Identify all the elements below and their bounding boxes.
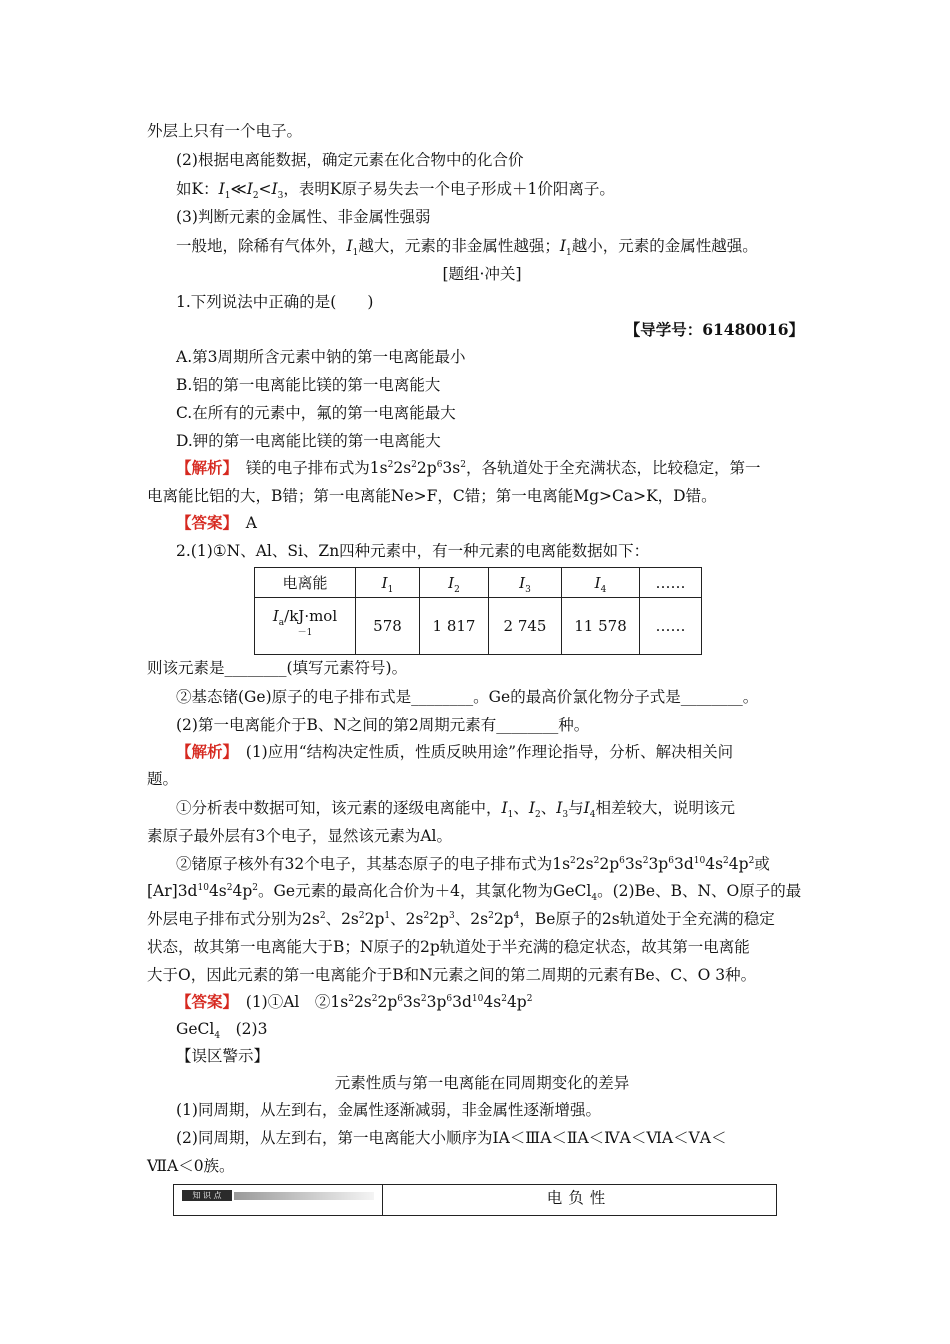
- ionization-energy-table: [254, 567, 702, 655]
- table-header: $I_3$: [489, 568, 562, 598]
- analysis-tag: 【解析】: [176, 742, 231, 761]
- knowledge-point-box: [173, 1184, 777, 1216]
- table-header: $I_1$: [356, 568, 420, 598]
- question-stem: 2.(1)①N、Al、Si、Zn四种元素中，有一种元素的电离能数据如下：: [176, 542, 650, 560]
- fill-blank-line: 则该元素是________(填写元素符号)。: [147, 659, 408, 677]
- table-cell: 11 578: [562, 598, 640, 655]
- text-line: 一般地，除稀有气体外，$I_1$越大，元素的非金属性越强；$I_1$越小，元素的金属性越强。: [176, 237, 758, 259]
- knowledge-point-badge: 知 识 点: [182, 1190, 232, 1201]
- analysis-tag: 【解析】: [176, 458, 231, 477]
- table-cell: 578: [356, 598, 420, 655]
- analysis-line: 题。: [147, 770, 179, 788]
- analysis-line: 素原子最外层有3个电子，显然该元素为Al。: [147, 827, 453, 845]
- guide-number: 【导学号：61480016】: [624, 320, 804, 339]
- analysis-line: 外层电子排布式分别为$2s^2$、$2s^22p^1$、$2s^22p^3$、$2s^22p^4$，Be原子的2s轨道处于全充满的稳定: [147, 910, 775, 928]
- table-cell: ……: [640, 598, 702, 655]
- option-d: D.钾的第一电离能比镁的第一电离能大: [176, 432, 441, 450]
- table-header: $I_2$: [420, 568, 489, 598]
- text-line: (3)判断元素的金属性、非金属性强弱: [176, 208, 431, 226]
- analysis-line: 【解析】 (1)应用“结构决定性质，性质反映用途”作理论指导，分析、解决相关问: [176, 742, 734, 761]
- warning-line: (2)同周期，从左到右，第一电离能大小顺序为ⅠA＜ⅢA＜ⅡA＜ⅣA＜ⅥA＜ⅤA＜: [176, 1129, 727, 1147]
- text-line: 外层上只有一个电子。: [147, 122, 303, 140]
- question-stem: 1.下列说法中正确的是( ): [176, 293, 374, 311]
- answer-line: 【答案】 (1)①Al $②1s^22s^22p^63s^23p^63d^{10}4s^24p^2$: [176, 992, 533, 1011]
- table-cell: 2 745: [489, 598, 562, 655]
- analysis-line: 大于O，因此元素的第一电离能介于B和N元素之间的第二周期的元素有Be、C、O 3种。: [147, 966, 757, 984]
- knowledge-point-label-cell: [174, 1185, 383, 1215]
- text-line: (2)根据电离能数据，确定元素在化合物中的化合价: [176, 151, 524, 169]
- text-line: 如K：$I_1≪I_2<I_3$，表明K原子易失去一个电子形成＋1价阳离子。: [176, 180, 615, 202]
- table-cell: 1 817: [420, 598, 489, 655]
- answer-line: GeCl$_4$ (2)3: [176, 1020, 268, 1042]
- fill-blank-line: (2)第一电离能介于B、N之间的第2周期元素有________种。: [176, 716, 590, 734]
- warning-tag: 【误区警示】: [176, 1047, 270, 1065]
- warning-line: ⅦA＜0族。: [147, 1157, 235, 1175]
- table-header: ……: [640, 568, 702, 598]
- analysis-line: ②锗原子核外有32个电子，其基态原子的电子排布式为$1s^22s^22p^63s^23p^63d^{10}4s^24p^2$或: [176, 855, 770, 873]
- section-heading: [题组·冲关]: [442, 265, 522, 283]
- table-header: $I_4$: [562, 568, 640, 598]
- option-a: A.第3周期所含元素中钠的第一电离能最小: [176, 348, 466, 366]
- warning-title: 元素性质与第一电离能在同周期变化的差异: [334, 1074, 630, 1092]
- answer-tag: 【答案】: [176, 992, 231, 1011]
- answer-tag: 【答案】: [176, 513, 231, 532]
- fill-blank-line: ②基态锗(Ge)原子的电子排布式是________。Ge的最高价氯化物分子式是________。: [176, 688, 759, 706]
- table-row-label: $I_a/kJ\cdot mol$ $^{-1}$: [255, 598, 356, 655]
- knowledge-point-title: 电负性: [546, 1189, 612, 1207]
- warning-line: (1)同周期，从左到右，金属性逐渐减弱，非金属性逐渐增强。: [176, 1101, 601, 1119]
- analysis-line: 电离能比铝的大，B错；第一电离能Ne>F，C错；第一电离能Mg>Ca>K，D错。: [147, 487, 717, 505]
- analysis-line: $[Ar]3d^{10}4s^24p^2$。Ge元素的最高化合价为＋4，其氯化物为GeCl$_4$。(2)Be、B、N、O原子的最: [147, 882, 802, 904]
- analysis-line: 状态，故其第一电离能大于B；N原子的2p轨道处于半充满的稳定状态，故其第一电离能: [147, 938, 750, 956]
- answer-line: 【答案】 A: [176, 513, 257, 532]
- decorative-gradient-bar: [234, 1192, 374, 1200]
- option-c: C.在所有的元素中，氟的第一电离能最大: [176, 404, 456, 422]
- table-header: 电离能: [255, 568, 356, 598]
- analysis-line: ①分析表中数据可知，该元素的逐级电离能中，$I_1$、$I_2$、$I_3$与$I_4$相差较大，说明该元: [176, 799, 736, 821]
- analysis-line: 【解析】 镁的电子排布式为$1s^22s^22p^63s^2$，各轨道处于全充满状态，比较稳定，第一: [176, 458, 761, 477]
- option-b: B.铝的第一电离能比镁的第一电离能大: [176, 376, 441, 394]
